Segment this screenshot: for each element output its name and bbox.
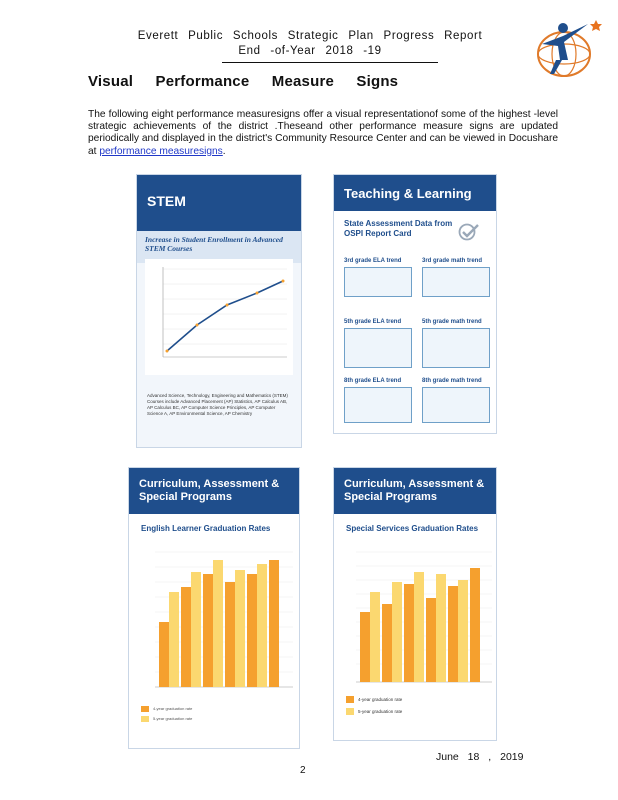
page-number: 2 <box>300 765 306 776</box>
checkmark-icon <box>458 223 480 241</box>
ss-legend-swatch-4yr <box>346 696 354 703</box>
section-title: Visual Performance Measure Signs <box>88 73 399 90</box>
tl-panel-4 <box>422 328 490 368</box>
tl-panel-title-3: 5th grade ELA trend <box>344 319 402 325</box>
ss-header-text: Curriculum, Assessment & Special Programs <box>344 478 485 503</box>
district-logo-icon <box>530 14 606 80</box>
tl-panel-title-2: 3rd grade math trend <box>422 258 483 264</box>
stem-chart <box>145 259 293 375</box>
tl-panel-1 <box>344 267 412 297</box>
stem-header-text: STEM <box>147 193 186 209</box>
tl-panel-5 <box>344 387 412 423</box>
stem-sign <box>136 174 302 448</box>
ss-header <box>334 468 496 514</box>
intro-end: . <box>222 145 226 157</box>
tl-panel-6 <box>422 387 490 423</box>
stem-line-chart <box>145 259 293 375</box>
ss-legend-5yr: 5-year graduation rate <box>358 709 403 714</box>
intro-text: The following eight performance measuresigns offer a visual representationof some of the highest -level strategic achievements of the district .Theseand other performance measure signs are updated periodically and displayed in the district's Community Resource Center and can be viewed in Docushare at <box>88 109 558 157</box>
report-subtitle: End -of-Year 2018 -19 <box>238 45 382 57</box>
header-rule <box>222 62 438 63</box>
el-header-text: Curriculum, Assessment & Special Programs <box>139 478 280 503</box>
el-legend-5yr: 5-year graduation rate <box>153 716 193 721</box>
el-legend-swatch-5yr <box>141 716 149 722</box>
el-header <box>129 468 299 514</box>
intro-paragraph <box>88 109 558 158</box>
tl-header <box>334 175 496 211</box>
stem-header <box>137 175 301 231</box>
tl-panel-title-6: 8th grade math trend <box>422 378 482 384</box>
tl-header-text: Teaching & Learning <box>344 186 472 201</box>
tl-panel-3 <box>344 328 412 368</box>
performance-signs-link[interactable]: performance measuresigns <box>99 145 223 157</box>
report-date: June 18 , 2019 <box>436 751 524 763</box>
tl-panel-title-4: 5th grade math trend <box>422 319 482 325</box>
tl-panel-title-5: 8th grade ELA trend <box>344 378 402 384</box>
english-learner-sign <box>128 467 300 749</box>
report-title: Everett Public Schools Strategic Plan Progress Report <box>137 30 483 42</box>
el-bar-chart <box>137 542 295 702</box>
el-legend-swatch-4yr <box>141 706 149 712</box>
stem-caption: Advanced Science, Technology, Engineering and Mathematics (STEM) Courses include Advanced Placement (AP) Statistics, AP Calculus AB, AP Calculus BC, AP Computer Science Principles, AP Computer Science A, AP Environmental Science, AP Chemistry <box>147 393 288 416</box>
tl-panel-title-1: 3rd grade ELA trend <box>344 258 402 264</box>
ss-legend-4yr: 4-year graduation rate <box>358 697 403 702</box>
el-subtitle: English Learner Graduation Rates <box>141 524 271 533</box>
tl-subtitle: State Assessment Data from OSPI Report Card <box>344 219 453 238</box>
teaching-learning-sign <box>333 174 497 434</box>
stem-subtitle: Increase in Student Enrollment in Advanced STEM Courses <box>145 235 283 253</box>
ss-legend-swatch-5yr <box>346 708 354 715</box>
el-legend-4yr: 4-year graduation rate <box>153 706 193 711</box>
special-services-sign <box>333 467 497 741</box>
ss-subtitle: Special Services Graduation Rates <box>346 524 479 533</box>
tl-panel-2 <box>422 267 490 297</box>
ss-bar-chart <box>340 542 494 698</box>
